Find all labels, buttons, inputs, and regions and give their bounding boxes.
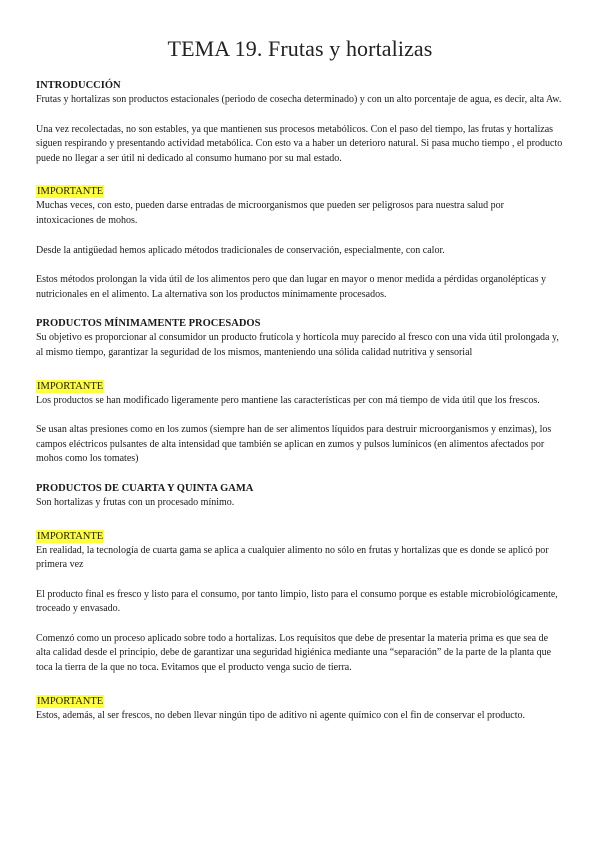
intro-paragraph-1: Frutas y hortalizas son productos estacionales (periodo de cosecha determinado) y con un alto porcentaje de agua, es decir, alta Aw. — [36, 94, 562, 105]
gama-paragraph-1: Son hortalizas y frutas con un procesado mínimo. — [36, 496, 235, 508]
important-label-1: IMPORTANTE — [37, 186, 104, 198]
important-4-paragraph-1: Estos, además, al ser frescos, no deben llevar ningún tipo de aditivo ni agente químico con el fin de conservar el producto. — [36, 709, 526, 721]
minimamente-paragraph-1: Su objetivo es proporcionar al consumidor un producto frutícola y hortícola muy parecido al fresco con una vida útil prolongada y, al mismo tiempo, garantizar la seguridad de los mismos, manteniendo una sólida calidad nutritiva y sensorial — [36, 332, 559, 358]
important-2-paragraph-2: Se usan altas presiones como en los zumos (siempre han de ser alimentos líquidos para destruir microorganismos y enzimas), los campos eléctricos pulsantes de alta intensidad que también se aplican en zumos y pulsos lumínicos (en alimentos afectados por mohos como los tomates) — [36, 424, 552, 465]
important-1-paragraph-1: Muchas veces, con esto, pueden darse entradas de microorganismos que pueden ser peligrosos para nuestra salud por intoxicaciones de mohos. — [36, 200, 505, 226]
important-1-paragraph-2: Desde la antigüedad hemos aplicado métodos tradicionales de conservación, especialmente, con calor. — [36, 244, 445, 256]
heading-minimamente-procesados: PRODUCTOS MÍNIMAMENTE PROCESADOS — [36, 318, 261, 330]
important-label-4: IMPORTANTE — [37, 695, 104, 707]
heading-introduccion: INTRODUCCIÓN — [36, 80, 121, 91]
page-title: TEMA 19. Frutas y hortalizas — [167, 36, 433, 61]
important-label-3: IMPORTANTE — [37, 530, 104, 542]
intro-paragraph-2: Una vez recolectadas, no son estables, ya que mantienen sus procesos metabólicos. Con el paso del tiempo, las frutas y hortalizas siguen respirando y presentando actividad metabólica. Con esto va a haber un deterioro natural. Si pasa mucho tiempo , el producto puede no llegar a ser útil ni dedicado al consumo humano por su mal estado. — [36, 123, 563, 164]
important-label-2: IMPORTANTE — [37, 380, 104, 392]
heading-cuarta-quinta-gama: PRODUCTOS DE CUARTA Y QUINTA GAMA — [36, 482, 254, 494]
important-1-paragraph-3: Estos métodos prolongan la vida útil de los alimentos pero que dan lugar en mayor o menor medida a pérdidas organolépticas y nutricionales en el alimento. La alternativa son los productos mínimamente procesados. — [36, 274, 546, 300]
important-3-paragraph-3: Comenzó como un proceso aplicado sobre todo a hortalizas. Los requisitos que debe de presentar la materia prima es que sea de alta calidad desde el principio, debe de garantizar una seguridad higiénica mediante una “separación” de la parte de la planta que toca la tierra de la que no toca. Evitamos que el producto venga sucio de tierra. — [36, 632, 552, 674]
important-2-paragraph-1: Los productos se han modificado ligeramente pero mantiene las características per con má tiempo de vida útil que los frescos. — [36, 394, 540, 406]
important-3-paragraph-2: El producto final es fresco y listo para el consumo, por tanto limpio, listo para el consumo porque es estable microbiológicamente, troceado y envasado. — [36, 588, 558, 615]
important-3-paragraph-1: En realidad, la tecnología de cuarta gama se aplica a cualquier alimento no sólo en frutas y hortalizas que es donde se aplicó por primera vez — [36, 544, 549, 571]
